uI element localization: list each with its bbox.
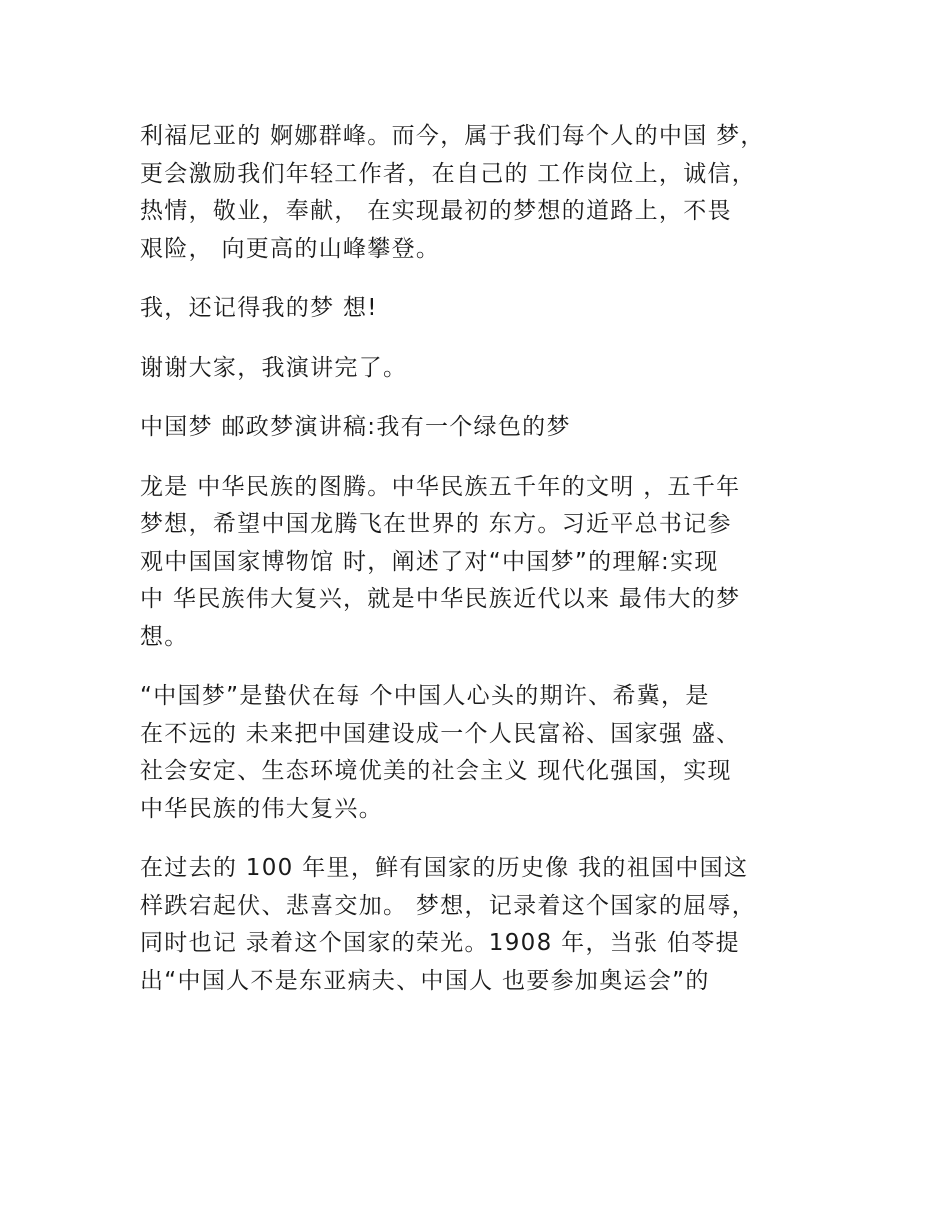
text-line: 龙是 中华民族的图腾。中华民族五千年的文明 ，五千年 — [140, 473, 741, 500]
text-line: 谢谢大家，我演讲完了。 — [140, 354, 408, 381]
paragraph-6 — [140, 678, 830, 828]
text-line: 出“中国人不是东亚病夫、中国人 也要参加奥运会”的 — [140, 967, 710, 994]
text-line: 在不远的 未来把中国建设成一个人民富裕、国家强 盛、 — [140, 720, 741, 747]
paragraph-7 — [140, 850, 830, 1000]
text-line: 想。 — [140, 623, 189, 650]
document-body — [140, 118, 830, 1022]
text-line: 利福尼亚的 婀娜群峰。而今，属于我们每个人的中国 梦， — [140, 123, 765, 149]
paragraph-5 — [140, 469, 830, 657]
text-line: 样跌宕起伏、悲喜交加。 梦想，记录着这个国家的屈辱， — [140, 892, 757, 919]
text-line: 中华民族的伟大复兴。 — [140, 795, 383, 822]
text-line: 梦想，希望中国龙腾飞在世界的 东方。习近平总书记参 — [140, 511, 732, 537]
text-line: 艰险， 向更高的山峰攀登。 — [140, 235, 441, 262]
text-line: 在过去的 100 年里，鲜有国家的历史像 我的祖国中国这 — [140, 855, 749, 881]
paragraph-3 — [140, 350, 830, 388]
text-line: “中国梦”是蛰伏在每 个中国人心头的期许、希冀，是 — [140, 683, 710, 709]
text-line: 观中国国家博物馆 时，阐述了对“中国梦”的理解:实现 — [140, 548, 719, 575]
text-line: 同时也记 录着这个国家的荣光。1908 年，当张 伯苓提 — [140, 930, 740, 956]
section-heading — [140, 409, 830, 447]
paragraph-1 — [140, 118, 830, 268]
text-line: 中 华民族伟大复兴，就是中华民族近代以来 最伟大的梦 — [140, 586, 741, 612]
text-line: 社会安定、生态环境优美的社会主义 现代化强国，实现 — [140, 758, 732, 784]
text-line: 更会激励我们年轻工作者，在自己的 工作岗位上，诚信， — [140, 160, 757, 187]
text-line: 我，还记得我的梦 想! — [140, 295, 378, 321]
paragraph-2 — [140, 290, 830, 328]
text-line: 热情，敬业，奉献， 在实现最初的梦想的道路上，不畏 — [140, 198, 732, 224]
text-line: 中国梦 邮政梦演讲稿:我有一个绿色的梦 — [140, 414, 571, 440]
